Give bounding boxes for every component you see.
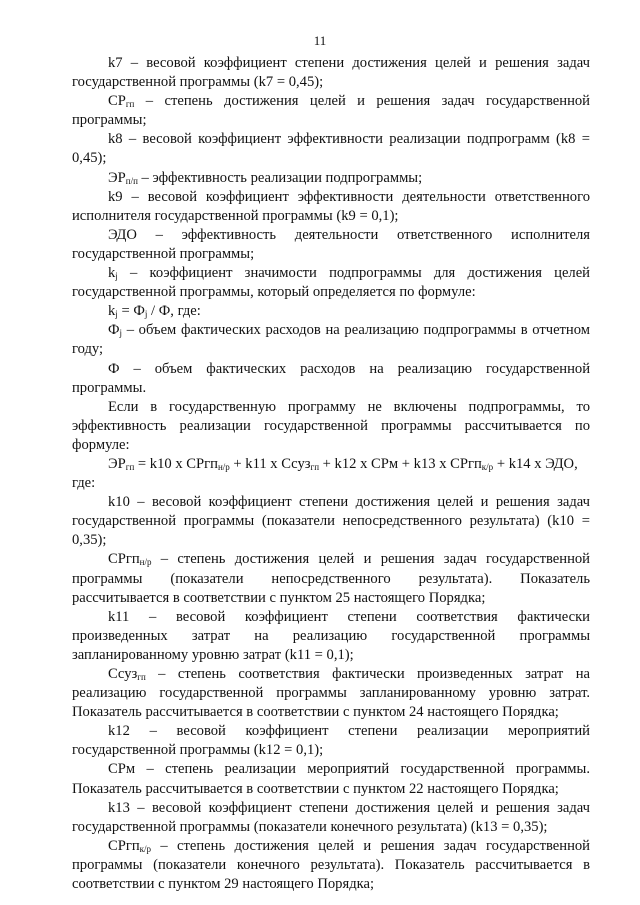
subscript: j [115,271,118,282]
subscript: н/р [139,557,152,568]
paragraph [72,264,590,302]
paragraph-text: СРгп [108,837,140,854]
paragraph-text: k10 – весовой коэффициент степени достижения целей и решения задач государственной программы (показатели непосредственного результата) (k10 = 0,35); [72,494,590,549]
paragraph-text: + k14 x ЭДО, [493,455,578,472]
paragraph [72,321,590,359]
paragraph-text: Ссуз [108,666,138,682]
paragraph [72,130,590,168]
subscript: гп [310,461,320,472]
paragraph [72,474,590,493]
paragraph-text: = Ф [117,303,145,320]
paragraph-text: где: [72,475,96,492]
subscript: гп [125,99,135,110]
paragraph-text: k13 – весовой коэффициент степени достижения целей и решения задач государственной программы (показатели конечного результата) (k13 = 0,35); [72,799,590,835]
paragraph-text: k9 – весовой коэффициент эффективности деятельности ответственного исполнителя государственной программы (k9 = 0,1); [72,188,590,224]
paragraph-text: ЭДО – эффективность деятельности ответственного исполнителя государственной программы; [72,226,590,262]
paragraph-text: Если в государственную программу не включены подпрограммы, то эффективность реализации государственной программы рассчитывается по формуле: [72,398,590,453]
paragraph-text: k11 – весовой коэффициент степени соответствия фактически произведенных затрат на реализацию государственной программы запланированному уровню затрат (k11 = 0,1); [72,608,590,663]
paragraph-text: СР [108,93,126,110]
paragraph [72,226,590,264]
paragraph [72,188,590,226]
paragraph [72,360,590,398]
paragraph-text: k8 – весовой коэффициент эффективности реализации подпрограмм (k8 = 0,45); [72,131,590,167]
paragraph-text: k12 – весовой коэффициент степени реализации мероприятий государственной программы (k12 = 0,1); [72,723,590,759]
subscript: к/р [139,843,152,854]
paragraph-text: – коэффициент значимости подпрограммы для достижения целей государственной программы, который определяется по формуле: [72,265,590,301]
document-body [72,54,590,894]
paragraph [72,92,590,130]
paragraph-text: / Ф, где: [147,303,201,320]
paragraph [72,169,590,188]
paragraph-text: Ф [108,322,120,339]
paragraph [72,455,590,474]
paragraph-text: СРм – степень реализации мероприятий государственной программы. Показатель рассчитывается в соответствии с пунктом 22 настоящего Порядка; [72,761,590,797]
subscript: гп [137,672,146,682]
paragraph [72,722,590,760]
paragraph-text: – степень соответствия фактически произведенных затрат на реализацию государственной программы запланированному уровню затрат. Показатель рассчитывается в соответствии с пунктом 24 настоящего Порядка; [72,666,590,721]
paragraph-text: k [108,265,116,282]
paragraph [72,837,590,894]
paragraph-text: – степень достижения целей и решения задач государственной программы; [72,93,590,129]
paragraph [72,54,590,92]
subscript: гп [125,461,135,472]
paragraph [72,493,590,550]
paragraph-text: СРгп [108,551,140,568]
paragraph-text: – объем фактических расходов на реализацию подпрограммы в отчетном году; [72,322,590,358]
subscript: н/р [217,461,230,472]
paragraph-text: + k11 x Ссуз [229,455,311,472]
subscript: j [119,328,123,339]
paragraph-text: ЭР [108,169,126,186]
paragraph-text: – степень достижения целей и решения задач государственной программы (показатели конечного результата). Показатель рассчитывается в соответствии с пунктом 29 настоящего Порядка; [72,837,590,893]
paragraph-text: + k12 x СРм + k13 x СРгп [319,455,482,472]
paragraph-text: – эффективность реализации подпрограммы; [137,169,423,186]
paragraph-text: ЭР [108,455,126,472]
page-number: 11 [313,33,327,48]
subscript: j [144,309,148,320]
subscript: п/п [125,175,138,186]
paragraph-text: = k10 x СРгп [134,455,218,472]
paragraph [72,760,590,798]
paragraph [72,665,590,722]
paragraph-text: Ф – объем фактических расходов на реализацию государственной программы. [72,360,590,396]
paragraph [72,550,590,607]
paragraph [72,302,590,321]
paragraph [72,398,590,455]
paragraph-text: – степень достижения целей и решения задач государственной программы (показатели непосредственного результата). Показатель рассчитывается в соответствии с пунктом 25 настоящего Порядка; [72,551,590,606]
subscript: к/р [481,461,494,472]
paragraph-text: k [108,303,116,320]
paragraph [72,608,590,665]
subscript: j [115,309,118,320]
paragraph [72,799,590,837]
paragraph-text: k7 – весовой коэффициент степени достижения целей и решения задач государственной программы (k7 = 0,45); [72,55,590,91]
